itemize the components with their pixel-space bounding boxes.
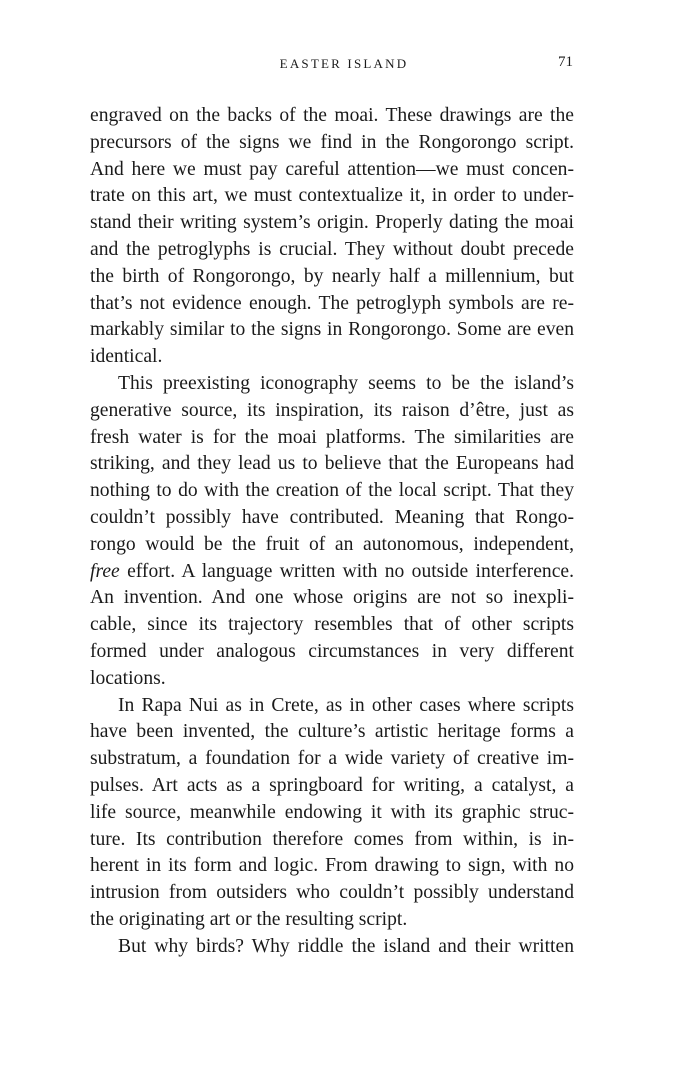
text-line: nothing to do with the creation of the local script. That they <box>90 480 574 502</box>
text-line: And here we must pay careful attention—we must concen- <box>90 158 574 180</box>
text-line: have been invented, the culture’s artistic heritage forms a <box>90 721 574 743</box>
paragraph-first-line: This preexisting iconography seems to be the island’s <box>118 372 574 394</box>
text-line: that’s not evidence enough. The petroglyph symbols are re- <box>90 292 574 314</box>
page-number: 71 <box>558 54 573 70</box>
text-line: locations. <box>90 667 166 689</box>
text-line: fresh water is for the moai platforms. The similarities are <box>90 426 574 448</box>
text-line: life source, meanwhile endowing it with its graphic struc- <box>90 801 574 823</box>
text-line: the originating art or the resulting script. <box>90 908 408 930</box>
text-line: markably similar to the signs in Rongorongo. Some are even <box>90 319 574 341</box>
text-line: An invention. And one whose origins are not so inexpli- <box>90 587 574 609</box>
text-line: substratum, a foundation for a wide variety of creative im- <box>90 748 574 770</box>
text-line: herent in its form and logic. From drawing to sign, with no <box>90 855 574 877</box>
text-line: formed under analogous circumstances in very different <box>90 640 574 662</box>
text-line: striking, and they lead us to believe that the Europeans had <box>90 453 574 475</box>
running-title: EASTER ISLAND <box>279 56 409 71</box>
text-line: precursors of the signs we find in the Rongorongo script. <box>90 131 574 153</box>
body-text <box>90 103 574 961</box>
text-line: couldn’t possibly have contributed. Meaning that Rongo- <box>90 506 574 528</box>
text-line: stand their writing system’s origin. Properly dating the moai <box>90 212 574 234</box>
text-line: rongo would be the fruit of an autonomous, independent, <box>90 533 574 555</box>
emphasis-free: free <box>90 560 120 582</box>
text-line: engraved on the backs of the moai. These drawings are the <box>90 105 574 126</box>
text-line: and the petroglyphs is crucial. They without doubt precede <box>90 238 574 260</box>
text-line <box>90 559 574 586</box>
running-head <box>0 54 688 74</box>
text-line: pulses. Art acts as a springboard for writing, a catalyst, a <box>90 774 574 796</box>
text-line: the birth of Rongorongo, by nearly half a millennium, but <box>90 265 574 287</box>
text-line-rest: effort. A language written with no outside interference. <box>119 560 574 582</box>
text-line: cable, since its trajectory resembles that of other scripts <box>90 614 574 636</box>
text-line: intrusion from outsiders who couldn’t possibly understand <box>90 882 574 904</box>
text-line: identical. <box>90 346 163 368</box>
paragraph-first-line: But why birds? Why riddle the island and their written <box>118 935 574 957</box>
paragraph-first-line: In Rapa Nui as in Crete, as in other cases where scripts <box>118 694 574 716</box>
text-line: ture. Its contribution therefore comes from within, is in- <box>90 828 574 850</box>
text-line: trate on this art, we must contextualize it, in order to under- <box>90 185 574 207</box>
text-line: generative source, its inspiration, its raison d’être, just as <box>90 399 574 421</box>
